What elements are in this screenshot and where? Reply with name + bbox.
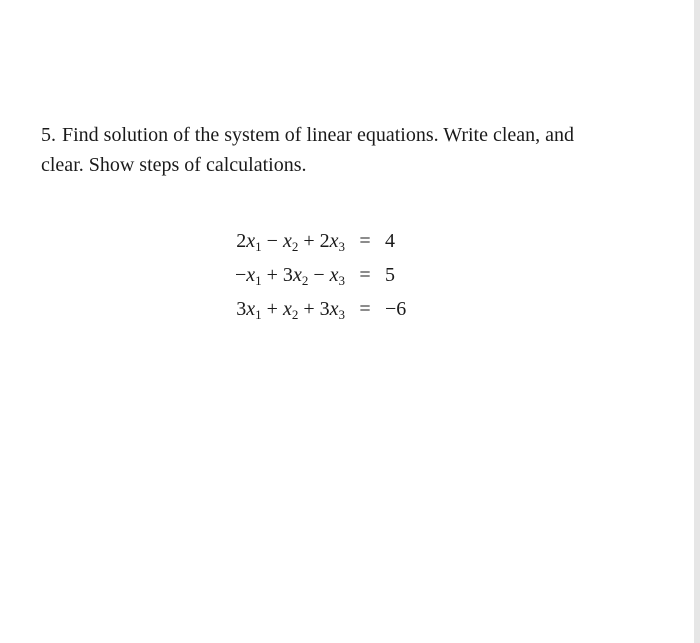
equation-system (180, 224, 445, 326)
problem-statement (41, 120, 601, 180)
var: x (246, 264, 256, 286)
subscript: 3 (338, 307, 345, 322)
subscript: 3 (338, 239, 345, 254)
subscript: 3 (338, 273, 345, 288)
equation-rhs: 4 (385, 230, 395, 252)
operator: + 3 (298, 298, 330, 320)
operator: + (261, 298, 283, 320)
var: x (292, 264, 302, 286)
coef: 3 (236, 298, 247, 320)
var: x (282, 298, 292, 320)
equals-sign: = (359, 298, 371, 320)
var: x (246, 230, 256, 252)
equation-rhs: −6 (385, 298, 407, 320)
operator: + 2 (298, 230, 330, 252)
subscript: 2 (301, 273, 309, 288)
operator: + 3 (261, 264, 293, 286)
equation-lhs (180, 292, 345, 326)
var: x (329, 264, 339, 286)
right-edge-border (694, 0, 700, 643)
var: x (246, 298, 256, 320)
operator: − (261, 230, 283, 252)
subscript: 2 (291, 239, 299, 254)
subscript: 2 (291, 307, 299, 322)
equals-sign: = (359, 230, 371, 252)
subscript: 1 (255, 273, 262, 288)
equation-lhs (180, 224, 345, 258)
var: x (329, 298, 339, 320)
subscript: 1 (255, 239, 262, 254)
equation-row-3 (180, 292, 445, 326)
equation-rhs: 5 (385, 264, 395, 286)
equation-row-2 (180, 258, 445, 292)
problem-number: 5. (41, 124, 56, 146)
var: x (329, 230, 339, 252)
coef: 2 (236, 230, 247, 252)
subscript: 1 (255, 307, 262, 322)
equation-row-1 (180, 224, 445, 258)
equals-sign: = (359, 264, 371, 286)
var: x (282, 230, 292, 252)
operator: − (308, 264, 330, 286)
operator: − (234, 264, 247, 286)
equation-lhs (180, 258, 345, 292)
problem-text: Find solution of the system of linear equations. Write clean, and clear. Show steps of calculations. (41, 124, 575, 176)
